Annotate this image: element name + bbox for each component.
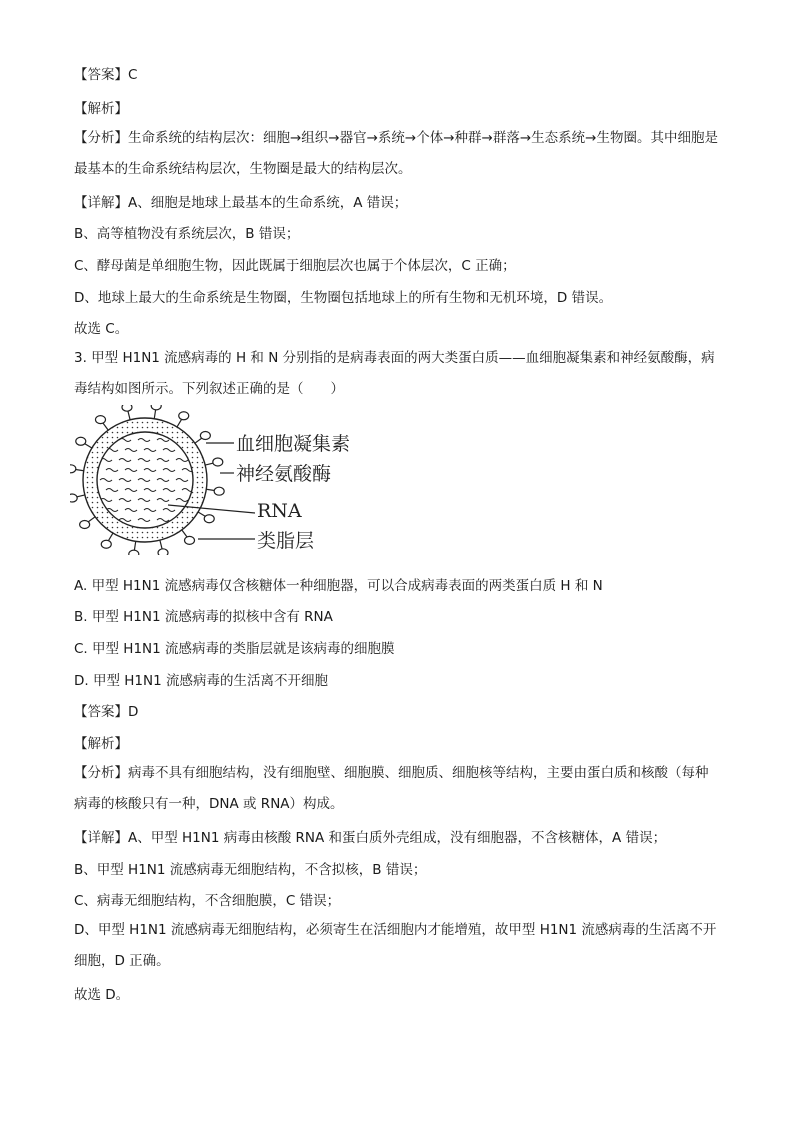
q3-detail-d: D、甲型 H1N1 流感病毒无细胞结构，必须寄生在活细胞内才能增殖，故甲型 H1N1 流感病毒的生活离不开细胞，D 正确。 [74, 922, 717, 969]
q3-option-a: A. 甲型 H1N1 流感病毒仅含核糖体一种细胞器，可以合成病毒表面的两类蛋白质 H 和 N [74, 578, 603, 594]
q2-detail-c: C、酵母菌是单细胞生物，因此既属于细胞层次也属于个体层次，C 正确； [74, 258, 516, 274]
spike-head [179, 412, 189, 420]
label-neuraminidase: 神经氨酸酶 [236, 463, 332, 485]
q2-detail-a: 【详解】A、细胞是地球上最基本的生命系统，A 错误； [74, 195, 408, 211]
spike-head [70, 494, 77, 502]
spike-head [200, 431, 210, 439]
spike-head [213, 458, 223, 466]
q3-detail-b: B、甲型 H1N1 流感病毒无细胞结构，不含拟核，B 错误； [74, 862, 427, 878]
q3-analysis-intro: 【分析】病毒不具有细胞结构，没有细胞壁、细胞膜、细胞质、细胞核等结构，主要由蛋白质和核酸（每种病毒的核酸只有一种，DNA 或 RNA）构成。 [74, 765, 709, 812]
spike-head [129, 550, 139, 555]
spike-stalk [84, 443, 92, 448]
q3-conclusion: 故选 D。 [74, 987, 130, 1003]
label-rna: RNA [257, 500, 302, 522]
q2-analysis-intro: 【分析】生命系统的结构层次：细胞→组织→器官→系统→个体→种群→群落→生态系统→生物圈。其中细胞是最基本的生命系统结构层次，生物圈是最大的结构层次。 [74, 130, 718, 177]
spike-stalk [195, 438, 202, 443]
q3-stem: 3. 甲型 H1N1 流感病毒的 H 和 N 分别指的是病毒表面的两大类蛋白质——血细胞凝集素和神经氨酸酶，病毒结构如图所示。下列叙述正确的是（ ） [74, 350, 715, 397]
spike-stalk [160, 540, 162, 549]
virus-structure-figure [70, 405, 370, 555]
spike-stalk [177, 419, 182, 427]
label-lipid-layer: 类脂层 [257, 530, 315, 552]
q3-option-b: B. 甲型 H1N1 流感病毒的拟核中含有 RNA [74, 609, 333, 625]
q2-conclusion: 故选 C。 [74, 321, 129, 337]
q3-detail-c: C、病毒无细胞结构，不含细胞膜，C 错误； [74, 893, 341, 909]
spike-head [76, 437, 86, 445]
q3-analysis-heading: 【解析】 [74, 736, 128, 752]
spike-head [204, 515, 214, 523]
spike-head [158, 549, 168, 555]
spike-stalk [198, 512, 206, 517]
spike-head [95, 416, 105, 424]
q2-detail-d: D、地球上最大的生命系统是生物圈，生物圈包括地球上的所有生物和无机环境，D 错误。 [74, 290, 613, 306]
label-hemagglutinin: 血细胞凝集素 [236, 433, 351, 455]
spike-head [122, 405, 132, 411]
q3-answer: 【答案】D [74, 704, 139, 720]
spike-head [80, 521, 90, 529]
spike-head [101, 540, 111, 548]
spike-head [70, 465, 76, 473]
spike-head [185, 536, 195, 544]
q3-detail-a: 【详解】A、甲型 H1N1 病毒由核酸 RNA 和蛋白质外壳组成，没有细胞器，不含核糖体，A 错误； [74, 830, 667, 846]
spike-stalk [154, 410, 155, 419]
spike-stalk [108, 533, 113, 541]
spike-stalk [134, 541, 135, 550]
q3-option-c: C. 甲型 H1N1 流感病毒的类脂层就是该病毒的细胞膜 [74, 641, 395, 657]
spike-stalk [88, 517, 95, 522]
spike-head [214, 487, 224, 495]
q3-option-d: D. 甲型 H1N1 流感病毒的生活离不开细胞 [74, 673, 328, 689]
spike-stalk [128, 411, 130, 420]
q2-analysis-heading: 【解析】 [74, 101, 128, 117]
spike-stalk [182, 530, 187, 537]
spike-head [151, 405, 161, 410]
q2-answer: 【答案】C [74, 67, 138, 83]
spike-stalk [103, 423, 108, 430]
q2-detail-b: B、高等植物没有系统层次，B 错误； [74, 226, 300, 242]
